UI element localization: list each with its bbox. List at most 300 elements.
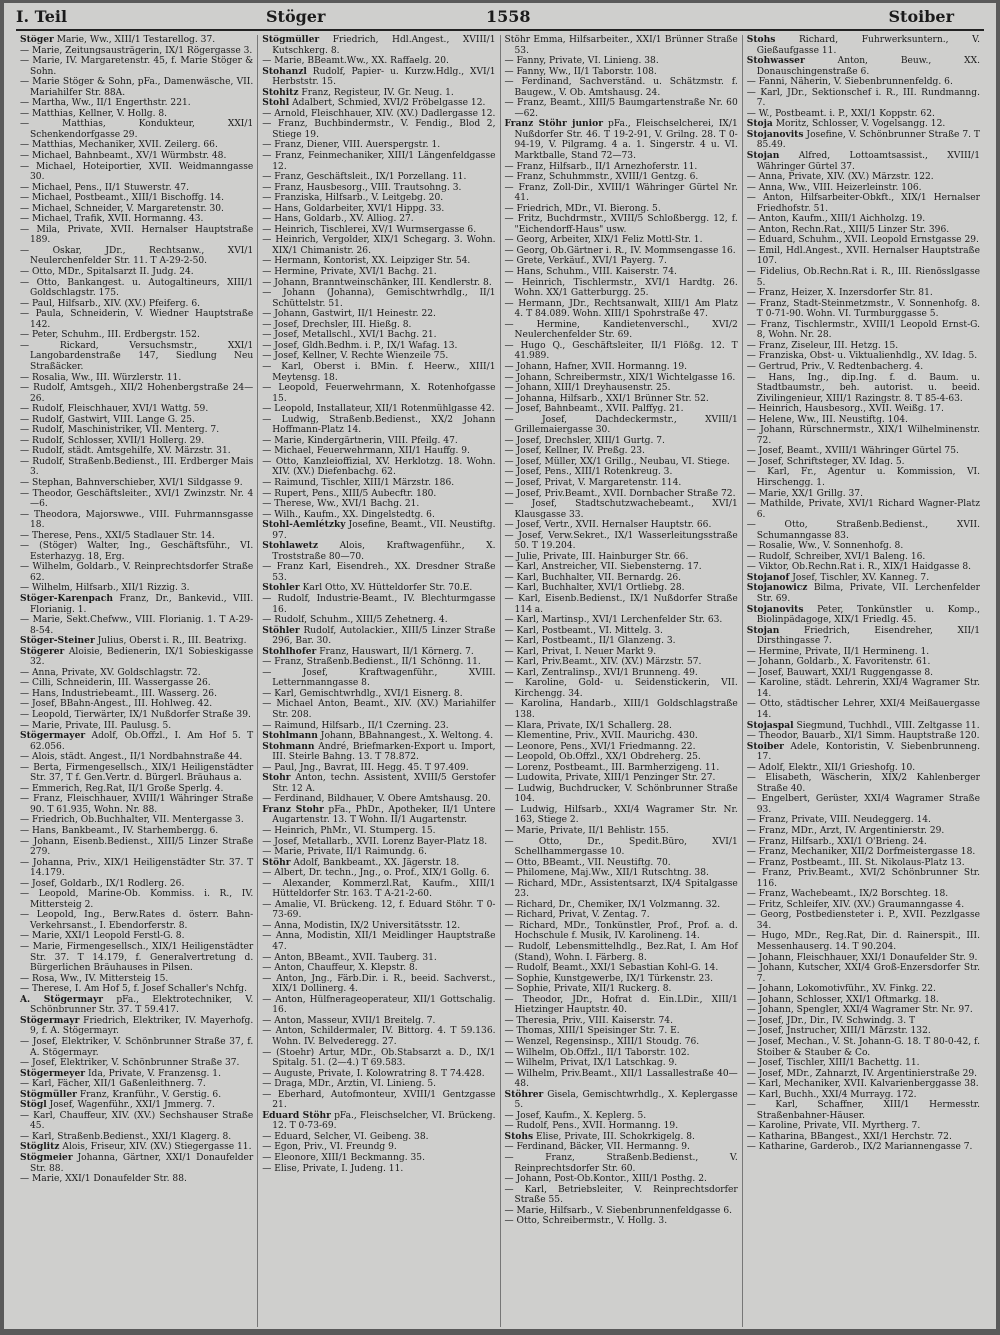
entry-text: — Ludwig, Hilfsarb., XXI/4 Wagramer Str. Nr. 163, Stiege 2.	[504, 804, 738, 826]
directory-entry	[505, 721, 738, 732]
entry-text: — Marie, Private, III. Paulusg. 5.	[20, 720, 172, 731]
directory-entry	[20, 731, 253, 752]
entry-text: — Otto, BBeamt., VII. Neustiftg. 70.	[504, 857, 671, 868]
directory-entry	[262, 963, 495, 974]
entry-text: — Emmerich, Reg.Rat, II/1 Große Sperlg. 4.	[20, 783, 224, 794]
entry-text: — Draga, MDr., Arztin, VI. Linieng. 5.	[262, 1079, 437, 1090]
entry-text: — Josef, Kaufm., X. Keplerg. 5.	[504, 1110, 647, 1121]
directory-entry	[747, 351, 980, 362]
entry-text: — Adolf, Elektr., XII/1 Grieshofg. 10.	[746, 762, 916, 773]
directory-entry	[262, 879, 495, 900]
entry-text: — Johann, Spengler, XXI/4 Wagramer Str. Nr. 97.	[746, 1005, 973, 1016]
entry-text: — Michael, Postbeamt., XIII/1 Bischoffg. 14.	[20, 193, 224, 204]
directory-entry	[262, 489, 495, 500]
directory-entry	[505, 394, 738, 405]
entry-text: — Josef, Drechsler, XIII/1 Gurtg. 7.	[504, 435, 665, 446]
entry-text: Elise, Private, III. Schokrkigelg. 8.	[535, 1131, 695, 1142]
entry-text: — Paul, Jng., Bavrat, III. Hegg. 45. T 97.409.	[262, 762, 469, 773]
entry-surname: Stohwasser	[746, 55, 805, 67]
directory-entry	[747, 35, 980, 56]
directory-entry	[262, 109, 495, 120]
entry-text: — Josef, Metallarb., XVII. Lorenz Bayer-Platz 18.	[262, 836, 488, 847]
entry-text: Johann, BBahnangest., X. Weltong. 4.	[320, 731, 494, 742]
directory-entry	[505, 478, 738, 489]
directory-entry	[20, 478, 253, 489]
entry-text: — Karl, Anstreicher, VII. Siebensterng. 17.	[504, 562, 702, 573]
entry-text: — Rudolf, Beamt., XXI/1 Sebastian Kohl-G. 14.	[504, 963, 719, 974]
directory-entry	[262, 436, 495, 447]
entry-text: — Leonore, Pens., XVI/1 Friedmanng. 22.	[504, 741, 696, 752]
entry-text: — Hans, Goldarb., XV. Alliog. 27.	[262, 214, 414, 225]
entry-text: — Heinrich, Vergolder, XIX/1 Schegarg. 3. Wohn. XIX/1 Chimanistr. 26.	[262, 235, 496, 256]
directory-entry	[505, 235, 738, 246]
entry-text: — Karl, Martinsp., XVI/1 Lerchenfelder Str. 63.	[504, 615, 723, 626]
entry-text: pFa., PhDr., Apotheker, II/1 Untere Augartenstr. 13. T Wohn. II/1 Augartenstr.	[272, 804, 496, 826]
entry-surname: Stöger-Karenpach	[20, 592, 113, 604]
entry-text: — Karl, Privat, I. Neuer Markt 9.	[504, 646, 657, 657]
entry-surname: Stöger-Steiner	[20, 635, 95, 647]
directory-entry	[747, 1100, 980, 1121]
entry-text: — Fidelius, Ob.Rechn.Rat i. R., III. Rienösslgasse 5.	[746, 267, 980, 288]
entry-text: — Marie, Firmengesellsch., XIX/1 Heiligenstädter Str. 37. T 14.179, f. Generalvertretung d. Bürgerlichen Bräuhauses in Pilsen.	[20, 942, 254, 974]
entry-text: Marie, Ww., XIII/1 Testarellog. 37.	[56, 35, 216, 45]
entry-text: — Paul, Hilfsarb., XIV. (XV.) Pfeiferg. 6.	[20, 298, 201, 309]
entry-text: — Franz, Fleischhauer, XVIII/1 Währinger Straße 90. T 61.935, Wohn. Nr. 88.	[20, 794, 254, 815]
entry-text: — Anton, Hülfnerageoperateur, XII/1 Gottschalig. 16.	[262, 994, 496, 1016]
directory-entry	[20, 910, 253, 931]
directory-entry	[505, 773, 738, 784]
directory-entry	[262, 278, 495, 289]
entry-text: — Leopold, Installateur, XII/1 Rotenmühlgasse 42.	[262, 404, 495, 415]
directory-entry	[20, 763, 253, 784]
directory-entry	[747, 963, 980, 984]
directory-entry	[20, 879, 253, 890]
entry-text: — Katharina, BBangest., XXI/1 Herchstr. 72.	[746, 1131, 952, 1142]
entry-text: — Helene, Ww., III. Neustiftg. 104.	[746, 414, 908, 425]
entry-text: — Franziska, Obst- u. Viktualienhdlg., XV. Idag. 5.	[746, 351, 978, 362]
entry-text: — Heinrich, Hausbesorg., XVII. Weißg. 17.	[746, 404, 944, 415]
directory-entry	[505, 742, 738, 753]
entry-text: Moritz, Schlosser, V. Vogelsangg. 12.	[775, 119, 946, 130]
entry-text: — Marie, IV. Margaretenstr. 45, f. Marie Stöger & Sohn.	[20, 56, 254, 77]
entry-text: — Franz, Schuhmmstr., XVIII/1 Gentzg. 6.	[504, 172, 699, 183]
directory-entry	[747, 1058, 980, 1069]
directory-entry	[20, 1174, 253, 1185]
directory-entry	[747, 1079, 980, 1090]
entry-text: Peter, Tonkünstler u. Komp., Biolinpädagoge, XIX/1 Friedlg. 45.	[756, 604, 980, 626]
entry-text: — Berta, Firmengesellsch., XIX/1 Heiligenstädter Str. 37, T f. Gen.Vertr. d. Bürgerl. Bräuhaus a.	[20, 762, 254, 784]
entry-text: — Leopold, Feuerwehrmann, X. Rotenhofgasse 15.	[262, 383, 496, 404]
directory-entry	[262, 446, 495, 457]
directory-entry	[20, 995, 253, 1016]
directory-entry	[505, 77, 738, 98]
entry-text: — Leopold, Tierwärter, IX/1 Nußdorfer Straße 39.	[20, 710, 251, 720]
directory-entry	[262, 562, 495, 583]
directory-page	[4, 3, 996, 1329]
directory-entry	[20, 109, 253, 120]
directory-entry	[20, 309, 253, 330]
directory-entry	[262, 98, 495, 109]
entry-text: — Karl, Gemischtwrhdlg., XVI/1 Eisnerg. 8.	[262, 688, 463, 699]
entry-surname: Franz Stohr	[262, 803, 324, 815]
entry-text: pFa., Fleischselcherei, IX/1 Nußdorfer Str. 46. T 19-2-91, V. Grilng. 28. T 0-94-19, V. Pilgramg. 4 a. 1. Singerstr. 4 u. VI. Marktballe, Stand 72—73.	[514, 119, 738, 162]
entry-surname: Stojaspal	[746, 719, 794, 731]
entry-text: — Klara, Private, IX/1 Schallerg. 28.	[504, 720, 672, 731]
entry-text: — Leopold, Ing., Berw.Rates d. österr. Bahn-Verkehrsanst., I. Ebendorferstr. 8.	[20, 910, 254, 931]
directory-entry	[747, 953, 980, 964]
directory-entry	[20, 425, 253, 436]
entry-text: — (Stöger) Walter, Ing., Geschäftsführ., VI. Esterhazyg. 18, Erg.	[20, 541, 254, 562]
directory-entry	[747, 193, 980, 214]
entry-text: — Lorenz, Postbeamt., III. Barmherzigeng. 11.	[504, 762, 720, 773]
directory-entry	[262, 204, 495, 215]
entry-text: Josefine, Beamt., VII. Neustiftg. 97.	[272, 520, 496, 541]
entry-text: — (Stoehr) Artur, MDr., Ob.Stabsarzt a. D., IX/1 Spitalg. 51. (2—4.) T 69.583.	[262, 1047, 496, 1069]
entry-surname: Stohs	[504, 1130, 534, 1142]
directory-entry	[747, 815, 980, 826]
directory-entry	[262, 478, 495, 489]
directory-entry	[505, 499, 738, 520]
directory-entry	[747, 837, 980, 848]
entry-text: — Anton, Chauffeur, X. Klepstr. 8.	[262, 963, 418, 974]
directory-entry	[747, 742, 980, 763]
entry-text: — Josef, Vertr., XVII. Hernalser Hauptstr. 66.	[504, 520, 712, 531]
entry-text: — Ferdinand, Sachverständ. u. Schätzmstr. f. Baugew., V. Ob. Amtshausg. 24.	[504, 77, 738, 98]
entry-surname: Eduard Stöhr	[262, 1109, 331, 1121]
entry-text: Rudolf, Papier- u. Kurzw.Hdlg., XVI/1 Herbststr. 15.	[272, 66, 496, 88]
entry-text: — Raimund, Tischler, XIII/1 Märzstr. 186.	[262, 477, 455, 488]
entry-text: — Elise, Private, I. Judeng. 11.	[262, 1163, 404, 1174]
entry-text: — Heinrich, Tischlerei, XV/1 Wurmsergasse 6.	[262, 224, 477, 235]
directory-entry	[262, 351, 495, 362]
directory-entry	[505, 963, 738, 974]
directory-entry	[20, 1069, 253, 1080]
directory-entry	[262, 404, 495, 415]
directory-entry	[262, 594, 495, 615]
directory-entry	[505, 858, 738, 869]
entry-text: — Theodora, Majorswwe., VIII. Fuhrmannsgasse 18.	[20, 509, 254, 531]
directory-entry	[747, 288, 980, 299]
entry-text: — Karl, Postbeamt., II/1 Glanzeng. 3.	[504, 636, 676, 647]
entry-text: — Josef, MDr., Zahnarzt, IV. Argentinierstraße 29.	[746, 1068, 978, 1079]
directory-entry	[20, 278, 253, 299]
directory-entry	[505, 752, 738, 763]
entry-text: — Anton, Hilfsarbeiter-Obkft., XIX/1 Hernalser Friedhofstr. 51.	[746, 193, 980, 214]
directory-entry	[747, 931, 980, 952]
directory-entry	[747, 235, 980, 246]
directory-entry	[505, 35, 738, 56]
directory-entry	[262, 900, 495, 921]
directory-entry	[20, 794, 253, 815]
directory-entry	[747, 520, 980, 541]
directory-entry	[20, 183, 253, 194]
directory-entry	[20, 119, 253, 140]
directory-entry	[505, 562, 738, 573]
entry-text: — Karl, Fr., Agentur u. Kommission, VI. Hirschengg. 1.	[746, 467, 980, 488]
entry-text: — Grete, Verkäuf., XVI/1 Payerg. 7.	[504, 256, 667, 267]
entry-surname: Stohl	[262, 97, 290, 109]
entry-text: — Anna, Modistin, IX/2 Universitätsstr. 12.	[262, 920, 461, 931]
directory-entry	[262, 499, 495, 510]
directory-entry	[262, 1132, 495, 1143]
directory-entry	[262, 1153, 495, 1164]
directory-entry	[747, 1069, 980, 1080]
directory-entry	[505, 457, 738, 468]
directory-entry	[20, 35, 253, 46]
entry-surname: Stögermayer	[20, 730, 86, 742]
entry-text: — Josef, Goldarb., IX/1 Rodlerg. 26.	[20, 878, 185, 889]
directory-entry	[505, 362, 738, 373]
directory-entry	[505, 162, 738, 173]
directory-entry	[20, 1100, 253, 1111]
directory-entry	[747, 1132, 980, 1143]
directory-entry	[262, 847, 495, 858]
directory-entry	[262, 668, 495, 689]
directory-entry	[747, 900, 980, 911]
directory-entry	[262, 742, 495, 763]
entry-text: Rudolf, Autolackier., XIII/5 Linzer Straße 296, Bar. 30.	[272, 625, 496, 647]
directory-entry	[747, 699, 980, 720]
entry-text: — Hans, Schuhm., VIII. Kaiserstr. 74.	[504, 267, 677, 278]
directory-entry	[20, 373, 253, 384]
directory-entry	[20, 457, 253, 478]
entry-surname: Stohl-Aemlétzky	[262, 519, 346, 531]
entry-text: — Sophie, Kunstgewerbe, IX/1 Türkenstr. 23.	[504, 973, 714, 984]
directory-entry	[747, 605, 980, 626]
entry-text: — Johanna, Hilfsarb., XXI/1 Brünner Str. 52.	[504, 393, 709, 404]
entry-text: — Karl, Fächer, XII/1 Gaßenleithnerg. 7.	[20, 1079, 206, 1090]
entry-text: — Franz, Hilfsarb., XXI/1 O'Brieng. 24.	[746, 836, 927, 847]
entry-text: — Josef, Priv.Beamt., XVII. Dornbacher Straße 72.	[504, 488, 736, 499]
entry-text: — Karl, Zentralinsp., XVI/1 Brunneng. 49.	[504, 667, 698, 678]
entry-surname: Stohlmann	[262, 730, 318, 742]
entry-text: — Therese, Ww., XVI/1 Bachg. 21.	[262, 499, 420, 510]
directory-entry	[505, 1016, 738, 1027]
entry-text: — Philomene, Maj.Ww., XII/1 Rutschtng. 38.	[504, 868, 709, 879]
directory-entry	[20, 531, 253, 542]
directory-entry	[747, 910, 980, 931]
entry-text: — Rudolf, Straßenb.Bedienst., III. Erdberger Mais 3.	[20, 456, 254, 478]
directory-entry	[262, 309, 495, 320]
directory-entry	[262, 183, 495, 194]
directory-entry	[505, 1142, 738, 1153]
directory-entry	[262, 288, 495, 309]
entry-text: — Rudolf, Industrie-Beamt., IV. Blechturmgasse 16.	[262, 593, 496, 615]
directory-entry	[20, 815, 253, 826]
directory-entry	[505, 404, 738, 415]
entry-text: — Theodor, Geschäftsleiter., XVI/1 Zwinzstr. Nr. 4—6.	[20, 488, 254, 510]
entry-surname: Stöger	[20, 35, 54, 45]
columns	[16, 31, 984, 1327]
entry-text: — Sophie, Private, XII/1 Ruckerg. 8.	[504, 984, 672, 995]
directory-entry	[505, 657, 738, 668]
entry-text: — Josef, Drechsler, III. Hießg. 8.	[262, 319, 412, 330]
entry-text: — Rudolf, Schuhm., XIII/5 Zehetnerg. 4.	[262, 615, 448, 626]
header-left-word: Stöger	[266, 7, 326, 26]
directory-entry	[20, 193, 253, 204]
entry-text: — Marie, XXI/1 Donaufelder Str. 88.	[20, 1174, 187, 1185]
entry-text: — Ludowita, Private, XIII/1 Penzinger Str. 27.	[504, 773, 716, 784]
entry-text: — Johann, Fleischhauer, XXI/1 Donaufelder Str. 9.	[746, 952, 978, 963]
entry-text: — Franz, Stadt-Steinmetzmstr., V. Sonnenhofg. 8. T 0-71-90. Wohn. VI. Turmburggasse 5.	[746, 298, 980, 320]
entry-text: Karl Otto, XV. Hütteldorfer Str. 70.E.	[302, 583, 473, 594]
directory-entry	[747, 552, 980, 563]
directory-entry	[505, 246, 738, 257]
directory-entry	[20, 489, 253, 510]
directory-entry	[262, 1016, 495, 1027]
entry-text: Franz, Hauswart, II/1 Körnerg. 7.	[319, 646, 474, 657]
entry-text: — Otto, Kanzleioffizial, XV. Herklotzg. 18. Wohn. XIV. (XV.) Diefenbachg. 62.	[262, 456, 496, 478]
directory-entry	[747, 668, 980, 679]
entry-text: — Karl, Eisenb.Bedienst., IX/1 Nußdorfer Straße 114 a.	[504, 593, 738, 615]
directory-entry	[505, 1090, 738, 1111]
entry-text: — Josef, Privat, V. Margaretenstr. 114.	[504, 477, 682, 488]
entry-text: — Johann, Schlosser, XXI/1 Oftmarkg. 18.	[746, 994, 939, 1005]
directory-entry	[505, 594, 738, 615]
entry-surname: Stojan	[746, 150, 780, 162]
directory-entry	[262, 953, 495, 964]
entry-text: — Egon, Priv., VI. Freundg 9.	[262, 1142, 397, 1153]
entry-text: — Josef, Bauwart, XXI/1 Ruggengasse 8.	[746, 667, 934, 678]
entry-surname: Stohlawetz	[262, 540, 319, 552]
entry-text: — Eberhard, Autofmonteur, XVIII/1 Gentzgasse 21.	[262, 1089, 496, 1111]
entry-text: — Karl, JDr., Sektionschef i. R., III. Rundmanng. 7.	[746, 87, 980, 109]
directory-entry	[747, 626, 980, 647]
directory-entry	[262, 119, 495, 140]
entry-surname: Stohanzl	[262, 65, 307, 77]
directory-entry	[262, 868, 495, 879]
entry-text: — Rudolf, Schreiber, XVI/1 Baleng. 16.	[746, 551, 926, 562]
entry-text: Siegmund, Tuchhdl., VIII. Zeltgasse 11.	[796, 720, 980, 731]
entry-text: — Rudolf, Maschinistriker, VII. Menterg. 7.	[20, 425, 220, 436]
entry-text: Friedrich, Eisendreher, XII/1 Dirsthingasse 7.	[756, 625, 980, 647]
directory-entry	[505, 784, 738, 805]
entry-surname: Stojanovits	[746, 128, 804, 140]
entry-text: — Josef, Gldh.Bedhm. i. P., IX/1 Wafag. 13.	[262, 340, 458, 351]
directory-entry	[505, 436, 738, 447]
entry-surname: Stohlhofer	[262, 645, 317, 657]
directory-entry	[505, 678, 738, 699]
directory-entry	[262, 1164, 495, 1175]
entry-text: — Viktor, Ob.Rechn.Rat i. R., XIX/1 Haidgasse 8.	[746, 562, 972, 573]
directory-entry	[20, 647, 253, 668]
directory-entry	[262, 826, 495, 837]
directory-entry	[20, 931, 253, 942]
directory-entry	[747, 499, 980, 520]
directory-entry	[505, 837, 738, 858]
directory-entry	[20, 330, 253, 341]
directory-entry	[505, 256, 738, 267]
directory-entry	[747, 889, 980, 900]
directory-entry	[747, 1016, 980, 1027]
entry-text: — Marie, Hilfsarb., V. Siebenbrunnenfeldgasse 6.	[504, 1205, 732, 1216]
directory-entry	[505, 636, 738, 647]
entry-text: — Rupert, Pens., XIII/5 Aubecftr. 180.	[262, 488, 437, 499]
entry-text: — Anna, Modistin, XII/1 Meidlinger Hauptstraße 47.	[262, 931, 496, 953]
entry-text: Josefine, V. Schönbrunner Straße 7. T 85.49.	[756, 129, 980, 151]
entry-text: — Hermine, Kandietenverschl., XVI/2 Neulerchenfelder Str. 69.	[504, 319, 738, 341]
directory-entry	[747, 489, 980, 500]
directory-entry	[20, 436, 253, 447]
directory-entry	[20, 837, 253, 858]
directory-entry	[747, 1005, 980, 1016]
entry-text: — Richard, MDr., Assistentsarzt, IX/4 Spitalgasse 23.	[504, 878, 738, 900]
directory-entry	[262, 699, 495, 720]
entry-text: — Franz, Zoll-Dir., XVIII/1 Währinger Gürtel Nr. 41.	[504, 182, 738, 204]
directory-entry	[20, 784, 253, 795]
directory-entry	[505, 214, 738, 235]
directory-entry	[505, 278, 738, 299]
directory-entry	[505, 1026, 738, 1037]
entry-text: Adolf, Bankbeamt., XX. Jägerstr. 18.	[293, 857, 460, 868]
directory-entry	[262, 657, 495, 668]
directory-entry	[505, 489, 738, 500]
entry-surname: Stöhrer	[504, 1088, 544, 1100]
directory-entry	[505, 995, 738, 1016]
entry-text: Adalbert, Schmied, XVI/2 Fröbelgasse 12.	[292, 98, 486, 109]
entry-text: — Josef, Mechan., V. St. Johann-G. 18. T 80-0-42, f. Stoiber & Stauber & Co.	[746, 1036, 980, 1058]
entry-text: — Anton, Jng., Färb.Dir. i. R., beeid. Sachverst., XIX/1 Dollinerg. 4.	[262, 973, 496, 995]
entry-text: — Eduard, Selcher, VI. Geibeng. 38.	[262, 1131, 429, 1142]
entry-text: — Karl, Postbeamt., VI. Mittelg. 3.	[504, 625, 663, 636]
entry-text: — Franz, Priv.Beamt., XVI/2 Schönbrunner Str. 116.	[746, 868, 980, 889]
entry-surname: Stoja	[746, 118, 773, 130]
directory-entry	[262, 541, 495, 562]
entry-text: Franz, Registeur, IV. Gr. Neug. 1.	[301, 87, 454, 98]
directory-entry	[20, 151, 253, 162]
directory-entry	[20, 1037, 253, 1058]
entry-text: — Josef, Metallschl., XVI/1 Bachg. 21.	[262, 330, 437, 341]
entry-text: — Anna, Private, XV. Goldschlagstr. 72.	[20, 667, 201, 678]
entry-text: — Rudolf, Lebensmittelhdlg., Bez.Rat, I. Am Hof (Stand), Wohn. I. Färberg. 8.	[504, 942, 738, 963]
entry-text: — Therese, Pens., XXI/5 Stadlauer Str. 14.	[20, 530, 215, 541]
entry-text: — Albert, Dr. techn., Jng., o. Prof., XIX/1 Gollg. 6.	[262, 868, 490, 879]
entry-text: — Marie, Sekt.Chefww., VIII. Florianig. 1. T A-29-8-54.	[20, 615, 254, 636]
directory-entry	[505, 299, 738, 320]
directory-entry	[505, 1058, 738, 1069]
directory-entry	[747, 214, 980, 225]
directory-entry	[505, 583, 738, 594]
directory-entry	[747, 773, 980, 794]
entry-text: — Rosalie, Ww., V. Sonnenhofg. 8.	[746, 541, 904, 552]
entry-text: — Wilhelm, Hilfsarb., XII/1 Rizzig. 3.	[20, 583, 190, 594]
directory-entry	[262, 457, 495, 478]
entry-text: — Fritz, Buchdrmstr., XVIII/5 Schloßbergg. 12, f. "Eichendorff-Haus" usw.	[504, 214, 738, 235]
entry-surname: Stojanovits	[746, 603, 804, 615]
entry-text: — Raimund, Hilfsarb., II/1 Czerning. 23.	[262, 720, 449, 731]
entry-text: — Johann, Eisenb.Bedienst., XIII/5 Linzer Straße 279.	[20, 836, 254, 858]
entry-text: — Franz, Tischlermstr., XVIII/1 Leopold Ernst-G. 8, Wohn. Nr. 28.	[746, 319, 980, 341]
directory-entry	[747, 415, 980, 426]
entry-text: — Hans, Industriebeamt., III. Wasserg. 26.	[20, 688, 217, 699]
entry-text: — Anton, Masseur, XVII/1 Breitelg. 7.	[262, 1015, 436, 1026]
entry-text: — Karoline, städt. Lehrerin, XXI/4 Wagramer Str. 14.	[746, 678, 980, 699]
directory-entry	[20, 383, 253, 404]
directory-entry	[747, 847, 980, 858]
directory-entry	[20, 299, 253, 310]
entry-text: — Franz, Postbeamt., III. St. Nikolaus-Platz 13.	[746, 857, 965, 868]
entry-text: — Eduard, Schuhm., XVII. Leopold Ernstgasse 29.	[746, 235, 979, 246]
directory-entry	[505, 826, 738, 837]
entry-text: — Wilhelm, Goldarb., V. Reinprechtsdorfer Straße 62.	[20, 562, 254, 583]
entry-text: — Karl, Mechaniker, XVII. Kalvarienberggasse 38.	[746, 1079, 979, 1090]
directory-entry	[505, 119, 738, 161]
directory-entry	[262, 151, 495, 172]
directory-entry	[262, 256, 495, 267]
entry-text: — Anton, Rechn.Rat., XIII/5 Linzer Str. 396.	[746, 224, 950, 235]
directory-entry	[262, 773, 495, 794]
directory-entry	[262, 225, 495, 236]
